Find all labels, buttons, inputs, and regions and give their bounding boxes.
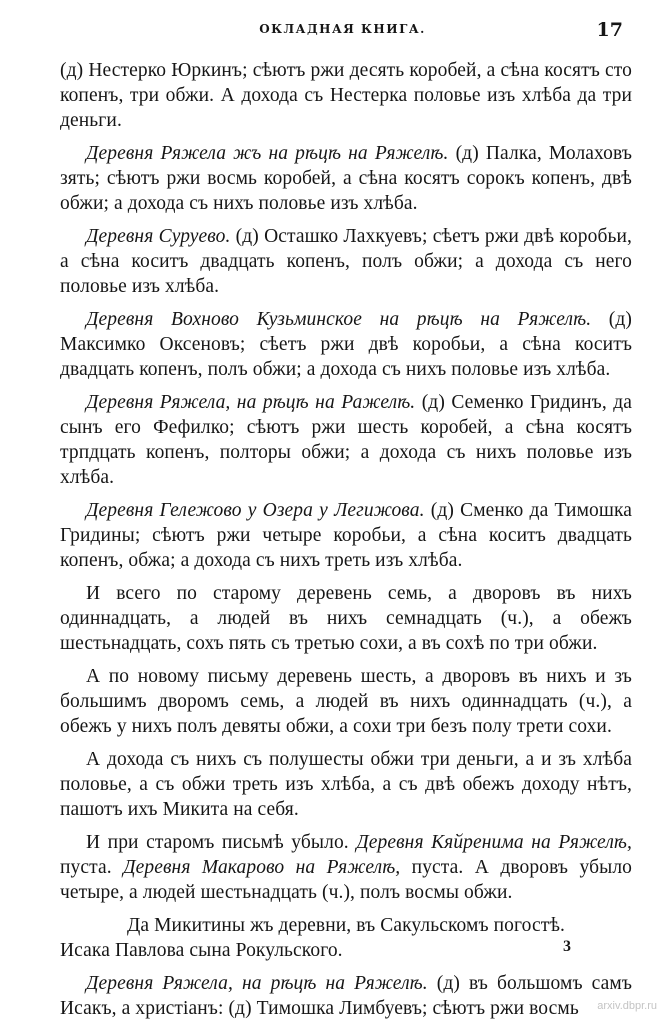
page-number: 17 [596, 19, 623, 41]
paragraph [60, 390, 632, 490]
paragraph [60, 830, 632, 905]
italic-place-name: Деревня Макарово на Ряжелѣ, [123, 857, 401, 878]
paragraph [60, 141, 632, 216]
paragraph [60, 747, 632, 822]
paragraph-list [60, 58, 632, 905]
paragraph-text: пуста. [60, 857, 124, 878]
paragraph-text: (д) Нестерко Юркинъ; сѣютъ ржи десять коробей, а сѣна косятъ сто копенъ, три обжи. А дохода съ Нестерка половье изъ хлѣба да три деньги. [60, 60, 632, 131]
running-head: ОКЛАДНАЯ КНИГА. [259, 22, 426, 36]
paragraph [60, 58, 632, 133]
signature-mark: 3 [563, 938, 571, 955]
italic-place-name: Деревня Ряжела, на рѣцѣ на Ряжелѣ. [86, 973, 428, 994]
section-heading-line-1: Да Микитины жъ деревни, въ Сакульскомъ погостѣ. [126, 915, 565, 936]
paragraph-text: (д) въ большомъ самъ Исакъ, а христіанъ: (д) Тимошка Лимбуевъ; сѣютъ ржи восмь [60, 973, 633, 1019]
paragraph-text: А дохода съ нихъ съ полушесты обжи три деньги, а и зъ хлѣба половье, а съ обжи треть изъ хлѣба, а съ двѣ обежъ доходу нѣтъ, пашотъ ихъ Микита на себя. [60, 749, 632, 820]
page-header [60, 19, 625, 46]
italic-place-name: Деревня Суруево. [86, 226, 231, 247]
paragraph [60, 224, 632, 299]
paragraph-text: (д) Сменко да Тимошка Гридины; сѣютъ ржи четыре коробьи, а сѣна коситъ двадцать копенъ, обжа; а дохода съ нихъ треть изъ хлѣба. [60, 500, 633, 571]
paragraph [60, 498, 632, 573]
paragraph-text: И при старомъ письмѣ убыло. [86, 832, 357, 853]
paragraph-text: А по новому письму деревень шесть, а дворовъ въ нихъ и зъ большимъ дворомъ семь, а людей въ нихъ одиннадцать (ч.), а обежъ у нихъ полъ девяты обжи, а сохи три безъ полу трети сохи. [60, 666, 632, 737]
italic-place-name: Деревня Вохново Кузьминское на рѣцѣ на Ряжелѣ. [86, 309, 592, 330]
paragraph-text: (д) Максимко Оксеновъ; сѣетъ ржи двѣ коробьи, а сѣна коситъ двадцать копенъ, полъ обжи; а дохода съ нихъ половье изъ хлѣба. [60, 309, 632, 380]
paragraph-text: пуста. А дворовъ убыло четыре, а людей шестьнадцать (ч.), полъ восмы обжи. [60, 857, 632, 903]
italic-place-name: Деревня Гележово у Озера у Легижова. [86, 500, 425, 521]
paragraph-text: И всего по старому деревень семь, а дворовъ въ нихъ одиннадцать, а людей въ нихъ семнадцать (ч.), а обежъ шестьнадцать, сохъ пять съ третью сохи, а въ сохѣ по три обжи. [60, 583, 632, 654]
section-heading-line-2: Исака Павлова сына Рокульского. [60, 940, 343, 961]
watermark: arxiv.dbpr.ru [597, 1000, 657, 1012]
paragraph [60, 307, 632, 382]
paragraph-text: (д) Семенко Гридинъ, да сынъ его Фефилко; сѣютъ ржи шесть коробей, а сѣна косятъ трпдцать копенъ, полторы обжи; а дохода съ нихъ половье изъ хлѣба. [60, 392, 632, 488]
last-paragraph [60, 971, 632, 1021]
paragraph-text: (д) Палка, Молаховъ зять; сѣютъ ржи восмь коробей, а сѣна косятъ сорокъ копенъ, двѣ обжи; а дохода съ нихъ половье изъ хлѣба. [60, 143, 632, 214]
page-body [60, 58, 632, 1029]
italic-place-name: Деревня Ряжела, на рѣцѣ на Ражелѣ. [86, 392, 416, 413]
paragraph-text: (д) Осташко Лахкуевъ; сѣетъ ржи двѣ коробьи, а сѣна коситъ двадцать копенъ, полъ обжи; а дохода съ него половье изъ хлѣба. [60, 226, 633, 297]
paragraph [60, 581, 632, 656]
italic-place-name: Деревня Кяйренима на Ряжелѣ, [356, 832, 632, 853]
paragraph [60, 664, 632, 739]
italic-place-name: Деревня Ряжела жъ на рѣцѣ на Ряжелѣ. [86, 143, 449, 164]
